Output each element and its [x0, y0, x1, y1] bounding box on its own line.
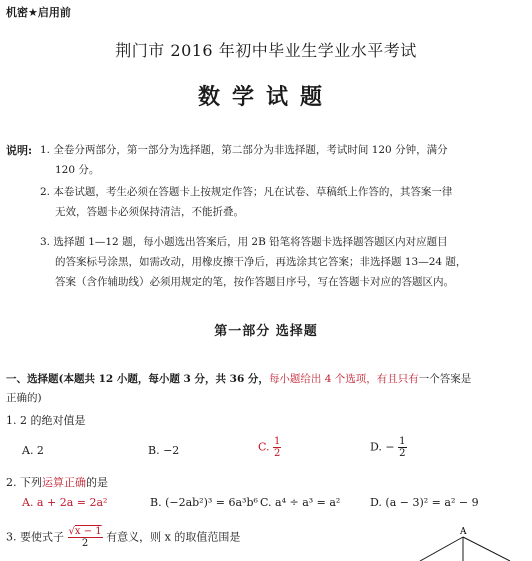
figure-side-left — [420, 537, 463, 561]
section-title: 第一部分 选择题 — [214, 324, 318, 339]
confidential-mark: 机密★启用前 — [6, 6, 71, 19]
q3-radical: √x − 1 — [68, 526, 102, 537]
instruction-2-cont: 无效，答题卡必须保持清洁，不能折叠。 — [55, 206, 244, 218]
figure-side-right — [463, 537, 510, 561]
figure-vertex-label: A — [460, 527, 467, 537]
q1-option-c-fraction — [273, 436, 281, 459]
q1-option-d-prefix: D. − — [370, 440, 395, 454]
fraction-denominator: 2 — [274, 448, 281, 459]
fraction-denominator: 2 — [399, 448, 406, 459]
q3-denominator: 2 — [81, 538, 89, 549]
q2-option-a: A. a + 2a = 2a² — [22, 496, 108, 509]
q2-stem-c: 正确 — [64, 476, 86, 489]
instruction-1: 1. 全卷分两部分，第一部分为选择题，第二部分为非选择题，考试时间 120 分钟，满分 — [40, 144, 448, 156]
q2-stem-b: 运算 — [42, 476, 64, 489]
q1-option-d — [370, 436, 407, 459]
subject-title: 数学试题 — [197, 84, 334, 110]
q1-option-a: A. 2 — [22, 444, 44, 457]
q1-option-c-prefix: C. — [258, 440, 270, 454]
part-intro-b: 每小题给出 4 个选项，有且只有 — [268, 373, 419, 385]
q1-option-b: B. −2 — [148, 444, 180, 457]
q2-option-c: C. a⁴ ÷ a³ = a² — [260, 496, 341, 509]
q2-option-b: B. (−2ab²)³ = 6a³b⁶ — [150, 496, 258, 509]
instruction-2: 2. 本卷试题，考生必须在答题卡上按规定作答；凡在试卷、草稿纸上作答的，其答案一律 — [40, 186, 453, 198]
exam-title: 荆门市 2016 年初中毕业生学业水平考试 — [115, 41, 417, 60]
triangle-figure — [410, 525, 520, 561]
q1-option-d-fraction — [398, 436, 406, 459]
q2-stem-d: 的是 — [86, 476, 108, 489]
part-intro-c: 一个答案是 — [418, 373, 472, 385]
part-intro-cont: 正确的) — [6, 392, 42, 404]
q2-option-d: D. (a − 3)² = a² − 9 — [370, 496, 479, 509]
part-intro-a: 一、选择题(本题共 12 小题，每小题 3 分，共 36 分， — [6, 373, 269, 385]
question-1-stem: 1. 2 的绝对值是 — [6, 414, 86, 427]
question-3-stem — [6, 526, 240, 549]
q2-stem-a: 2. 下列 — [6, 476, 42, 489]
q3-radicand: x − 1 — [74, 526, 102, 537]
fraction-numerator: 1 — [399, 436, 406, 447]
q3-stem-a: 3. 要使式子 — [6, 530, 64, 544]
q3-stem-b: 有意义，则 x 的取值范围是 — [106, 530, 241, 544]
q3-expression — [68, 526, 103, 549]
instruction-3-cont: 的答案标号涂黑，如需改动，用橡皮擦干净后，再选涂其它答案；非选择题 13—24 题， — [55, 256, 467, 268]
instructions-label: 说明: — [6, 144, 33, 157]
part-intro — [6, 370, 471, 388]
instruction-1-cont: 120 分。 — [55, 164, 100, 176]
q1-option-c — [258, 436, 281, 459]
question-2-stem — [6, 474, 108, 490]
instruction-3: 3. 选择题 1—12 题，每小题选出答案后，用 2B 铅笔将答题卡选择题答题区内对应题目 — [40, 236, 448, 248]
fraction-numerator: 1 — [274, 436, 281, 447]
instruction-3-cont2: 答案（含作辅助线）必须用规定的笔，按作答题目序号，写在答题卡对应的答题区内。 — [55, 276, 454, 288]
